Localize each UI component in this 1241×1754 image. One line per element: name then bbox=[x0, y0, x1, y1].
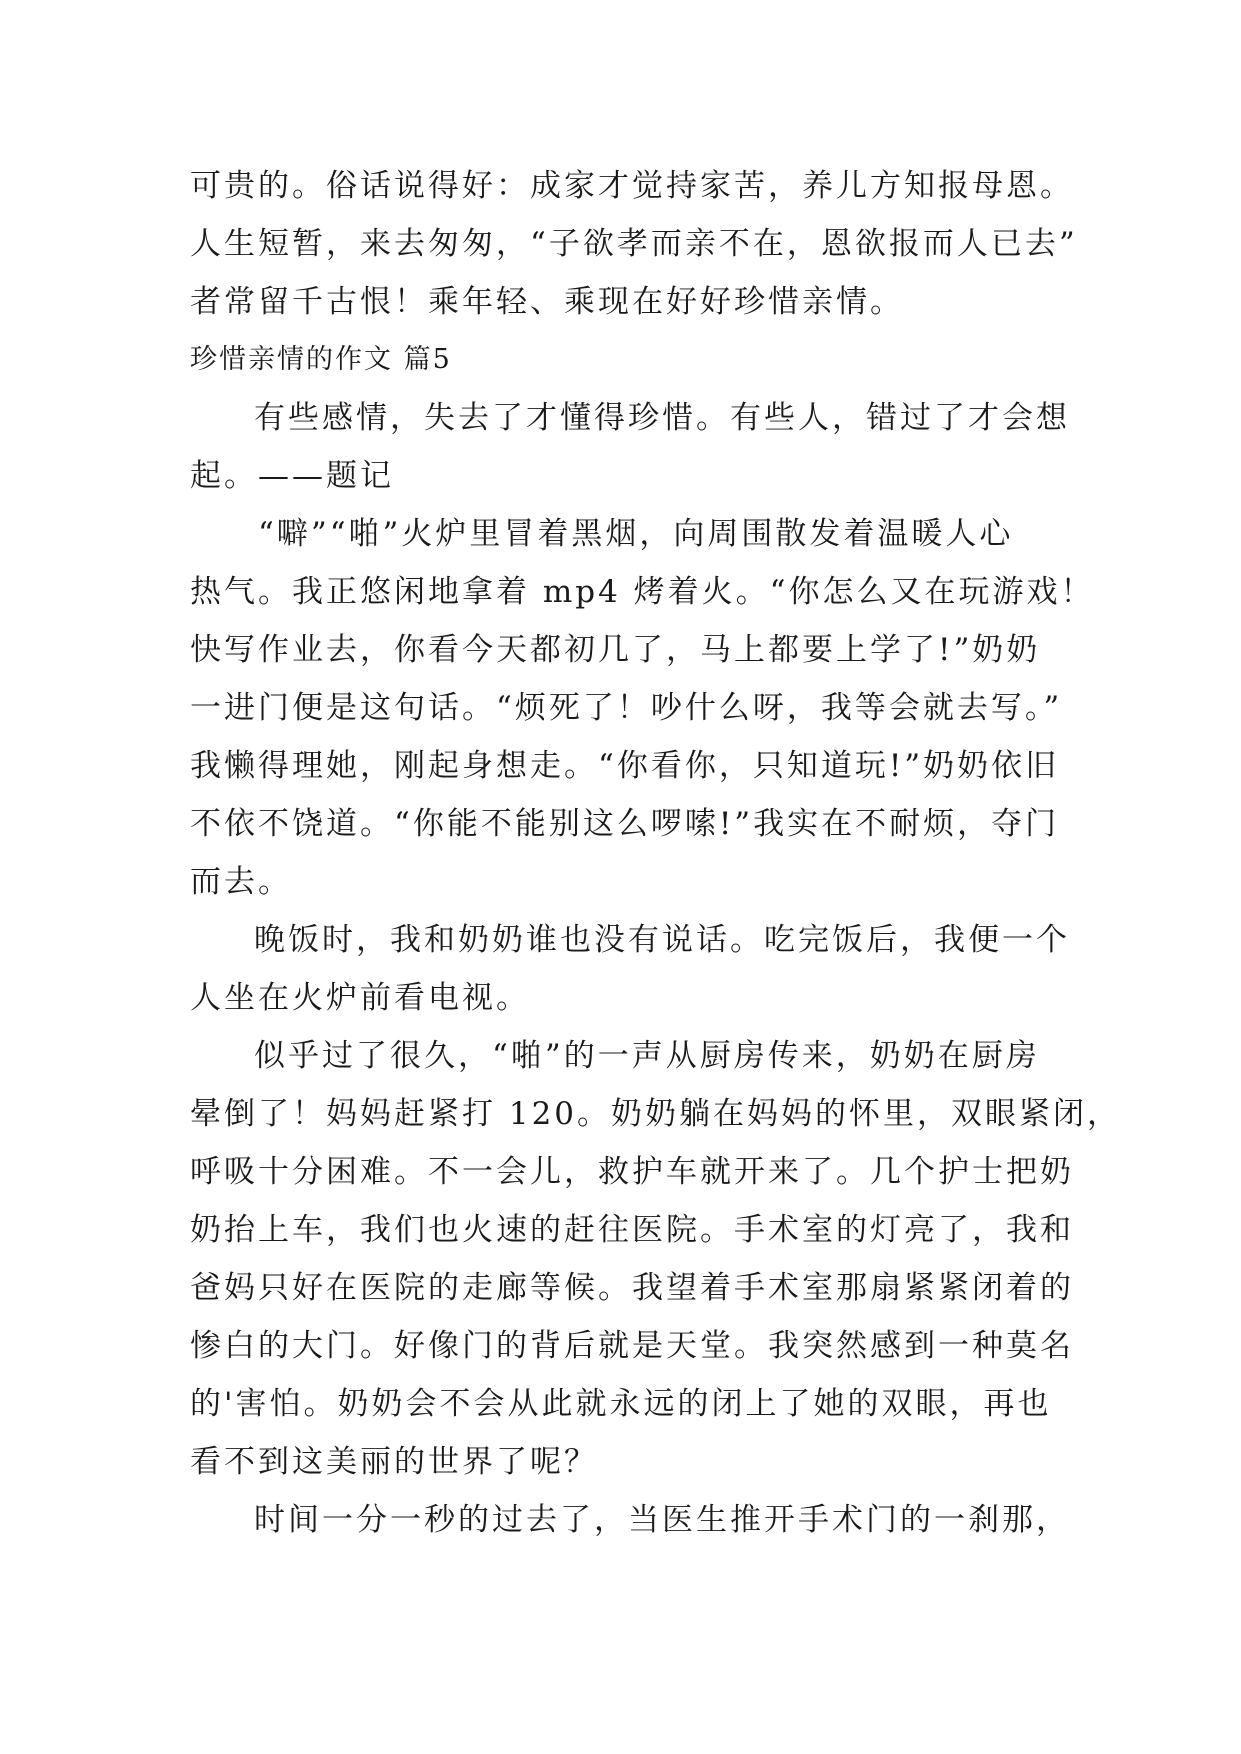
text-line: 而去。 bbox=[190, 864, 292, 900]
text-line: 热气。我正悠闲地拿着 mp4 烤着火。“你怎么又在玩游戏！ bbox=[190, 574, 1095, 610]
text-line: 晕倒了！妈妈赶紧打 120。奶奶躺在妈妈的怀里，双眼紧闭， bbox=[190, 1096, 1122, 1132]
text-line: 的'害怕。奶奶会不会从此就永远的闭上了她的双眼，再也 bbox=[190, 1386, 1052, 1422]
text-line: 看不到这美丽的世界了呢？ bbox=[190, 1444, 598, 1480]
text-line: 奶抬上车，我们也火速的赶往医院。手术室的灯亮了，我和 bbox=[190, 1212, 1074, 1248]
paragraph-first-line: 晚饭时，我和奶奶谁也没有说话。吃完饭后，我便一个 bbox=[254, 922, 1070, 958]
text-line: 可贵的。俗话说得好：成家才觉持家苦，养儿方知报母恩。 bbox=[190, 168, 1074, 204]
text-line: 惨白的大门。好像门的背后就是天堂。我突然感到一种莫名 bbox=[190, 1328, 1074, 1364]
text-line: 我懒得理她，刚起身想走。“你看你，只知道玩!”奶奶依旧 bbox=[190, 748, 1060, 784]
paragraph-first-line: “噼”“啪”火炉里冒着黑烟，向周围散发着温暖人心 bbox=[258, 516, 1014, 552]
text-line: 不依不饶道。“你能不能别这么啰嗦!”我实在不耐烦，夺门 bbox=[190, 806, 1060, 842]
text-line: 一进门便是这句话。“烦死了！吵什么呀，我等会就去写。” bbox=[190, 690, 1063, 726]
paragraph-first-line: 似乎过了很久，“啪”的一声从厨房传来，奶奶在厨房 bbox=[254, 1038, 1040, 1074]
paragraph-first-line: 时间一分一秒的过去了，当医生推开手术门的一刹那， bbox=[254, 1502, 1070, 1538]
text-line: 爸妈只好在医院的走廊等候。我望着手术室那扇紧紧闭着的 bbox=[190, 1270, 1074, 1306]
section-heading: 珍惜亲情的作文 篇5 bbox=[190, 344, 452, 375]
text-line: 起。——题记 bbox=[190, 458, 394, 494]
paragraph-first-line: 有些感情，失去了才懂得珍惜。有些人，错过了才会想 bbox=[254, 400, 1070, 436]
text-line: 呼吸十分困难。不一会儿，救护车就开来了。几个护士把奶 bbox=[190, 1154, 1074, 1190]
text-line: 人生短暂，来去匆匆，“子欲孝而亲不在，恩欲报而人已去” bbox=[190, 226, 1078, 262]
text-line: 人坐在火炉前看电视。 bbox=[190, 980, 530, 1016]
text-line: 快写作业去，你看今天都初几了，马上都要上学了!”奶奶 bbox=[190, 632, 1041, 668]
text-line: 者常留千古恨！乘年轻、乘现在好好珍惜亲情。 bbox=[190, 284, 904, 320]
